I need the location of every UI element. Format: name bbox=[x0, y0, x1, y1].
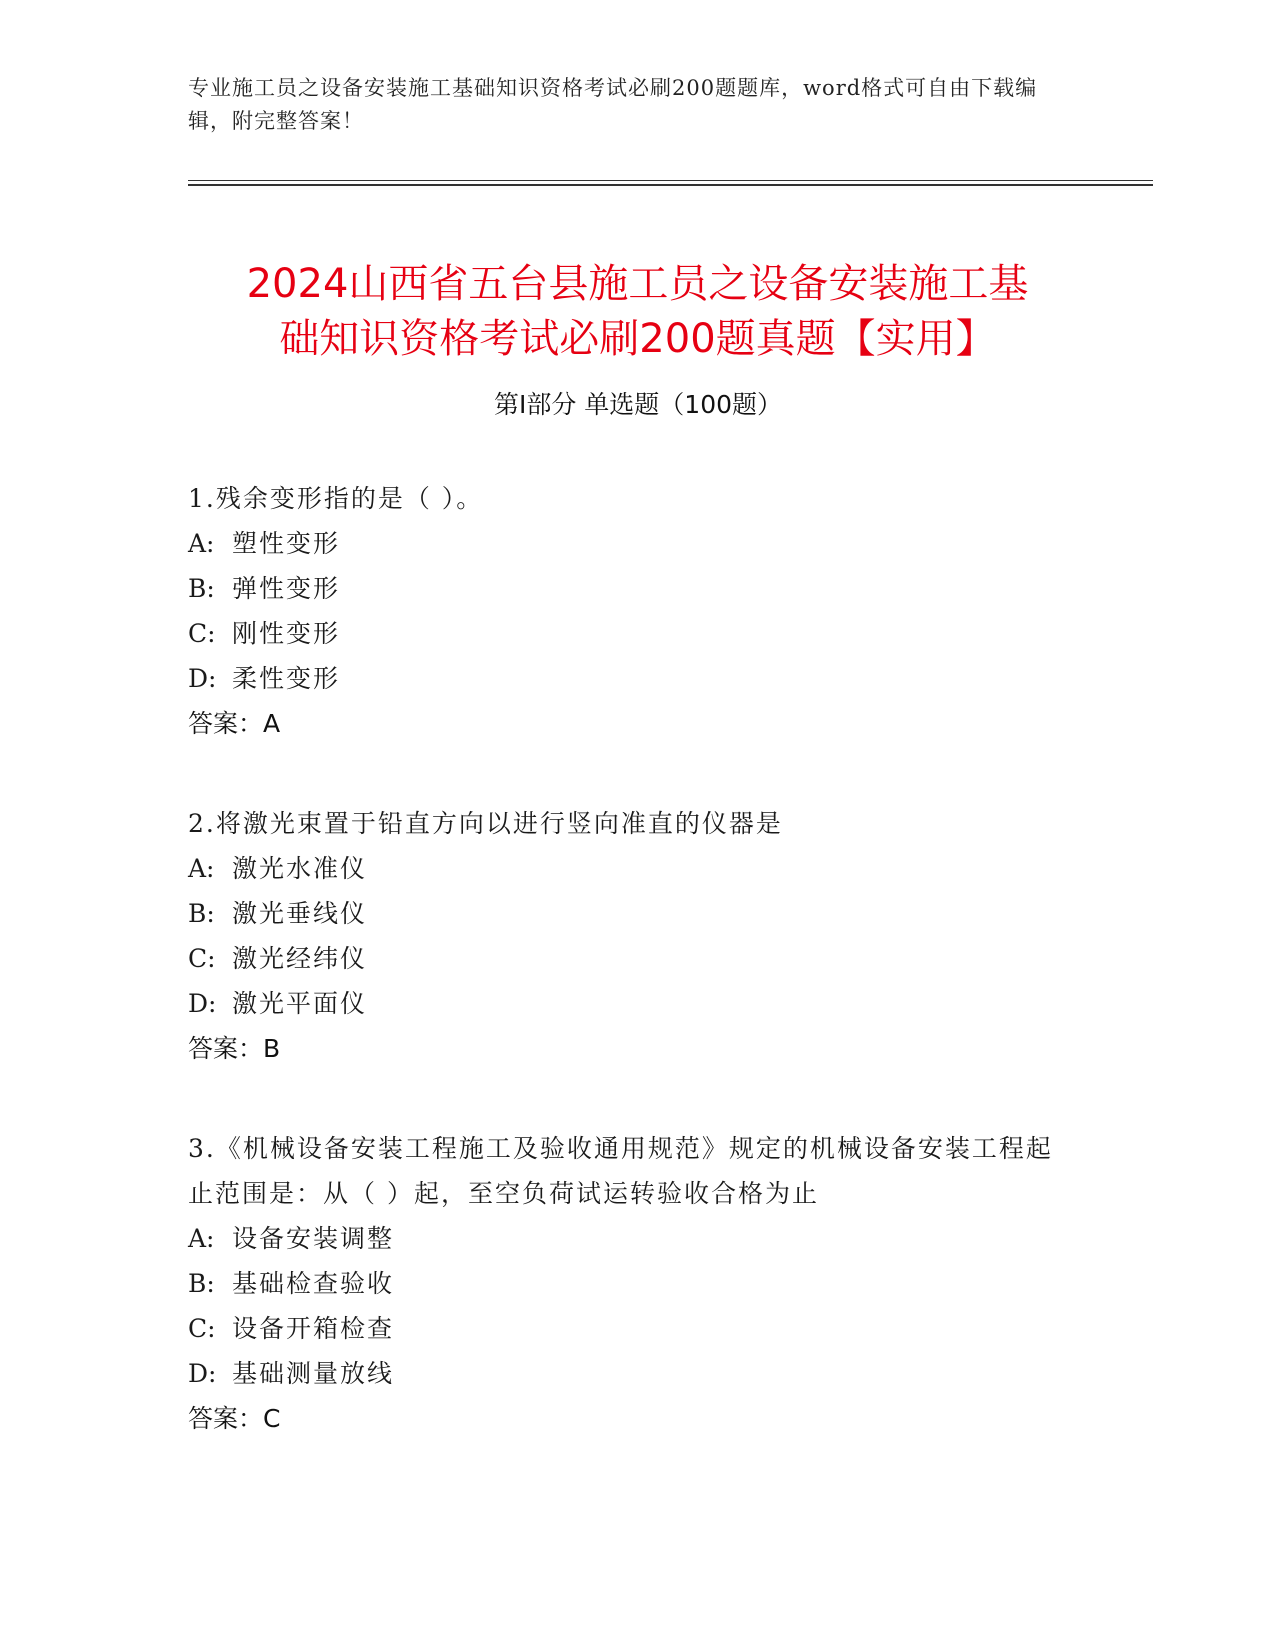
option-key: A: bbox=[188, 529, 215, 558]
option-key: D: bbox=[188, 1359, 217, 1388]
option-b bbox=[188, 891, 1068, 936]
option-key: B: bbox=[188, 899, 215, 928]
option-text: 激光水准仪 bbox=[232, 854, 368, 883]
question-stem: 2.将激光束置于铅直方向以进行竖向准直的仪器是 bbox=[188, 809, 783, 838]
question-answer: 答案：C bbox=[188, 1404, 281, 1433]
document-title bbox=[160, 257, 1115, 367]
option-key: B: bbox=[188, 1269, 215, 1298]
option-b bbox=[188, 1261, 1068, 1306]
option-text: 激光经纬仪 bbox=[232, 944, 368, 973]
header-divider-thin bbox=[188, 180, 1153, 181]
option-c bbox=[188, 936, 1068, 981]
question-2 bbox=[188, 801, 1068, 1071]
option-text: 柔性变形 bbox=[232, 664, 341, 693]
header-divider-thick bbox=[188, 184, 1153, 186]
option-c bbox=[188, 1306, 1068, 1351]
document-title-line2: 础知识资格考试必刷200题真题【实用】 bbox=[279, 315, 996, 362]
question-3 bbox=[188, 1126, 1068, 1441]
option-text: 基础检查验收 bbox=[232, 1269, 395, 1298]
option-d bbox=[188, 656, 1068, 701]
option-key: C: bbox=[188, 619, 216, 648]
question-list bbox=[188, 476, 1068, 1496]
option-key: D: bbox=[188, 664, 217, 693]
option-d bbox=[188, 1351, 1068, 1396]
option-text: 设备安装调整 bbox=[232, 1224, 395, 1253]
question-stem: 3.《机械设备安装工程施工及验收通用规范》规定的机械设备安装工程起止范围是：从（ ）起，至空负荷试运转验收合格为止 bbox=[188, 1134, 1053, 1208]
option-d bbox=[188, 981, 1068, 1026]
section-title: 第I部分 单选题（100题） bbox=[493, 390, 783, 419]
option-key: C: bbox=[188, 944, 216, 973]
document-title-line1: 2024山西省五台县施工员之设备安装施工基 bbox=[246, 260, 1029, 307]
option-key: B: bbox=[188, 574, 215, 603]
option-b bbox=[188, 566, 1068, 611]
option-key: D: bbox=[188, 989, 217, 1018]
question-stem: 1.残余变形指的是（ ）。 bbox=[188, 484, 484, 513]
question-answer: 答案：A bbox=[188, 709, 281, 738]
question-1 bbox=[188, 476, 1068, 746]
option-c bbox=[188, 611, 1068, 656]
option-text: 激光平面仪 bbox=[232, 989, 368, 1018]
option-text: 设备开箱检查 bbox=[232, 1314, 395, 1343]
option-text: 刚性变形 bbox=[232, 619, 341, 648]
question-answer: 答案：B bbox=[188, 1034, 281, 1063]
option-key: C: bbox=[188, 1314, 216, 1343]
header-note: 专业施工员之设备安装施工基础知识资格考试必刷200题题库，word格式可自由下载编辑，附完整答案！ bbox=[188, 76, 1038, 133]
option-text: 塑性变形 bbox=[232, 529, 341, 558]
option-text: 基础测量放线 bbox=[232, 1359, 395, 1388]
option-key: A: bbox=[188, 1224, 215, 1253]
option-text: 激光垂线仪 bbox=[232, 899, 368, 928]
option-a bbox=[188, 521, 1068, 566]
option-text: 弹性变形 bbox=[232, 574, 341, 603]
option-a bbox=[188, 846, 1068, 891]
option-key: A: bbox=[188, 854, 215, 883]
option-a bbox=[188, 1216, 1068, 1261]
